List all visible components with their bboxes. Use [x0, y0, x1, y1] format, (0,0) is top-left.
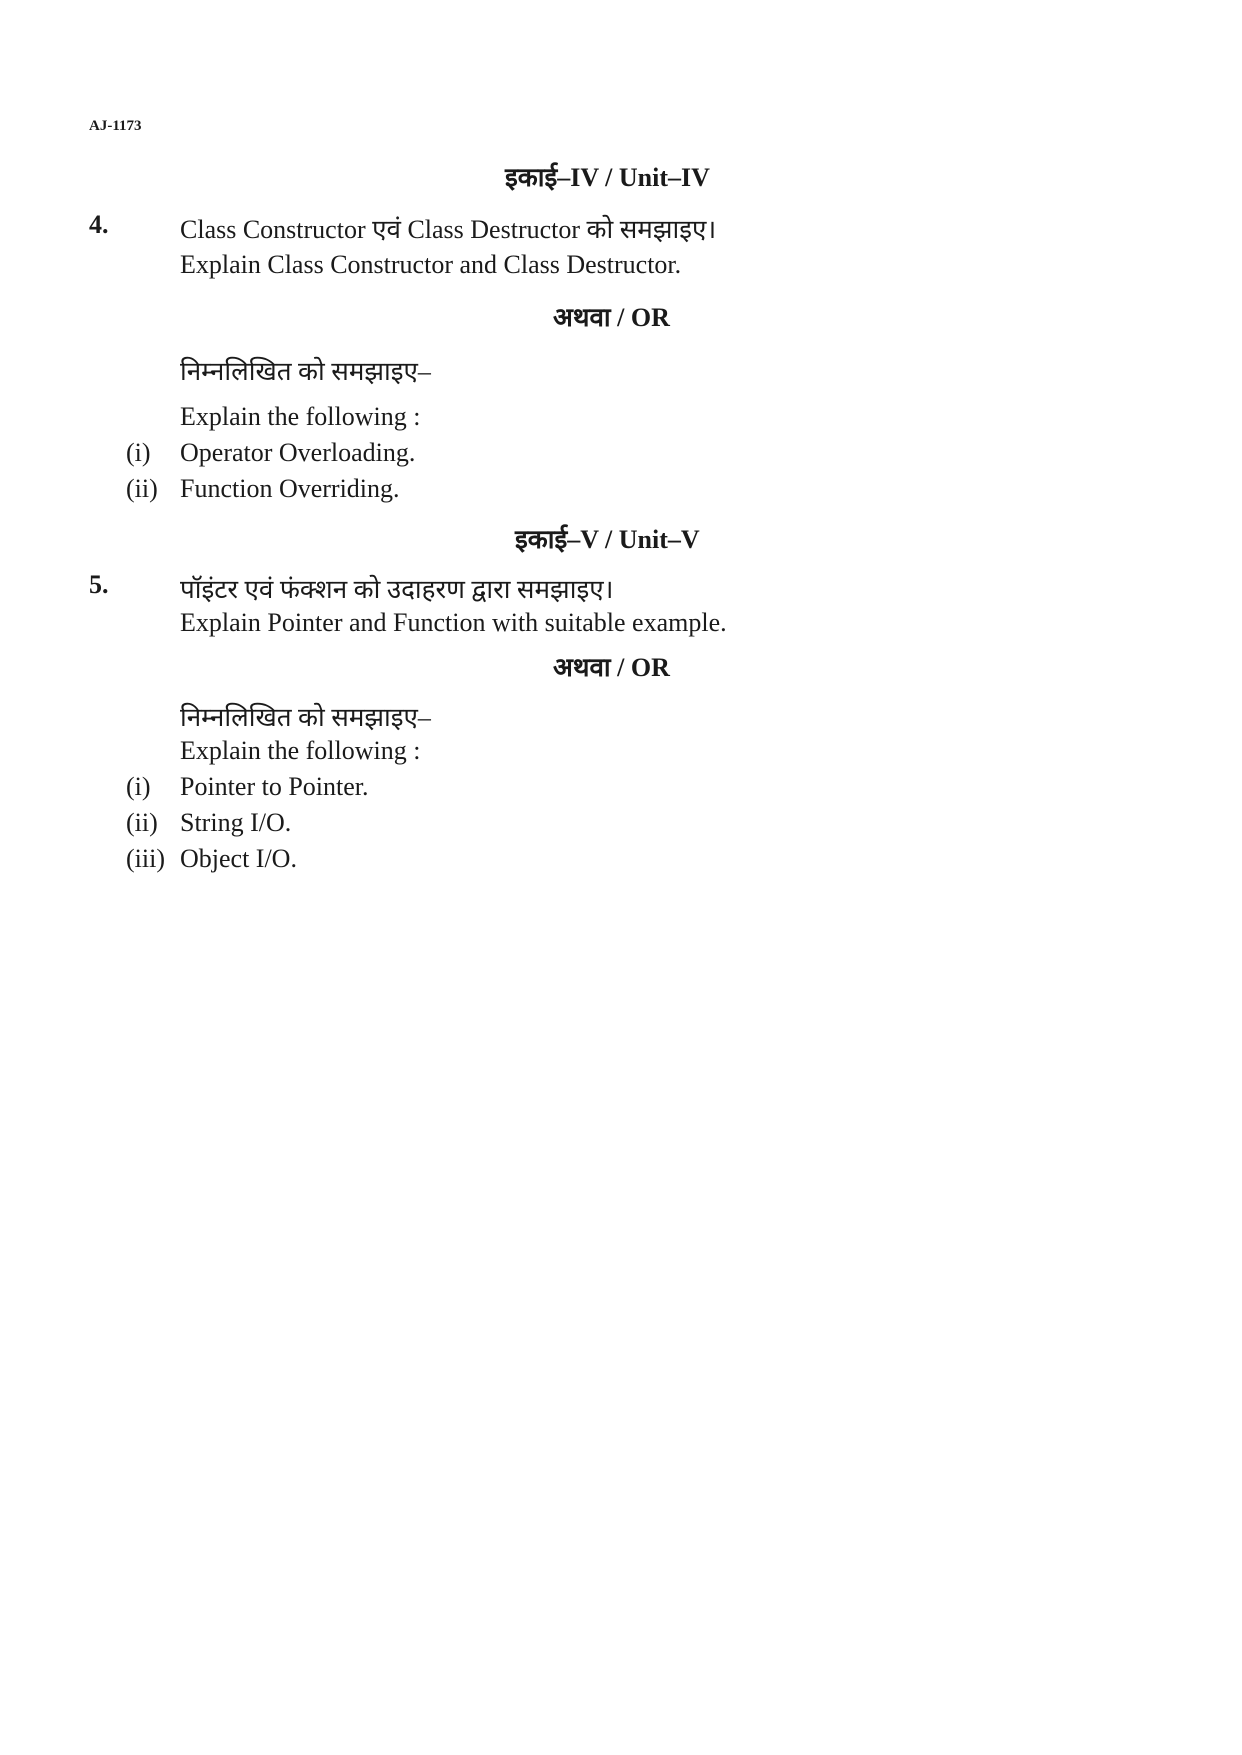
- unit-5-alt-english: Explain the following :: [180, 736, 421, 765]
- unit-5-item-text: Object I/O.: [180, 844, 297, 873]
- unit-4-item-text: Operator Overloading.: [180, 438, 416, 467]
- question-4-english: Explain Class Constructor and Class Destructor.: [180, 250, 682, 279]
- question-5-number: 5.: [89, 570, 109, 599]
- unit-4-heading: इकाई–IV / Unit–IV: [505, 163, 710, 192]
- unit-5-item-num: (iii): [126, 844, 165, 873]
- question-4-number: 4.: [89, 210, 109, 239]
- unit-5-item-num: (i): [126, 772, 151, 801]
- unit-5-item-num: (ii): [126, 808, 158, 837]
- paper-code: AJ-1173: [89, 118, 142, 134]
- unit-4-alt-hindi: निम्नलिखित को समझाइए–: [180, 357, 431, 386]
- unit-4-or-label: अथवा / OR: [553, 303, 670, 332]
- unit-5-item-text: String I/O.: [180, 808, 292, 837]
- unit-4-alt-english: Explain the following :: [180, 402, 421, 431]
- question-4-hindi: Class Constructor एवं Class Destructor को समझाइए।: [180, 215, 717, 244]
- question-5-english: Explain Pointer and Function with suitable example.: [180, 608, 727, 637]
- unit-5-item-text: Pointer to Pointer.: [180, 772, 369, 801]
- unit-4-item-num: (ii): [126, 474, 158, 503]
- unit-4-item-num: (i): [126, 438, 151, 467]
- unit-5-heading: इकाई–V / Unit–V: [515, 525, 700, 554]
- unit-5-alt-hindi: निम्नलिखित को समझाइए–: [180, 703, 431, 732]
- question-5-hindi: पॉइंटर एवं फंक्शन को उदाहरण द्वारा समझाइए।: [180, 575, 614, 604]
- unit-5-or-label: अथवा / OR: [553, 653, 670, 682]
- unit-4-item-text: Function Overriding.: [180, 474, 400, 503]
